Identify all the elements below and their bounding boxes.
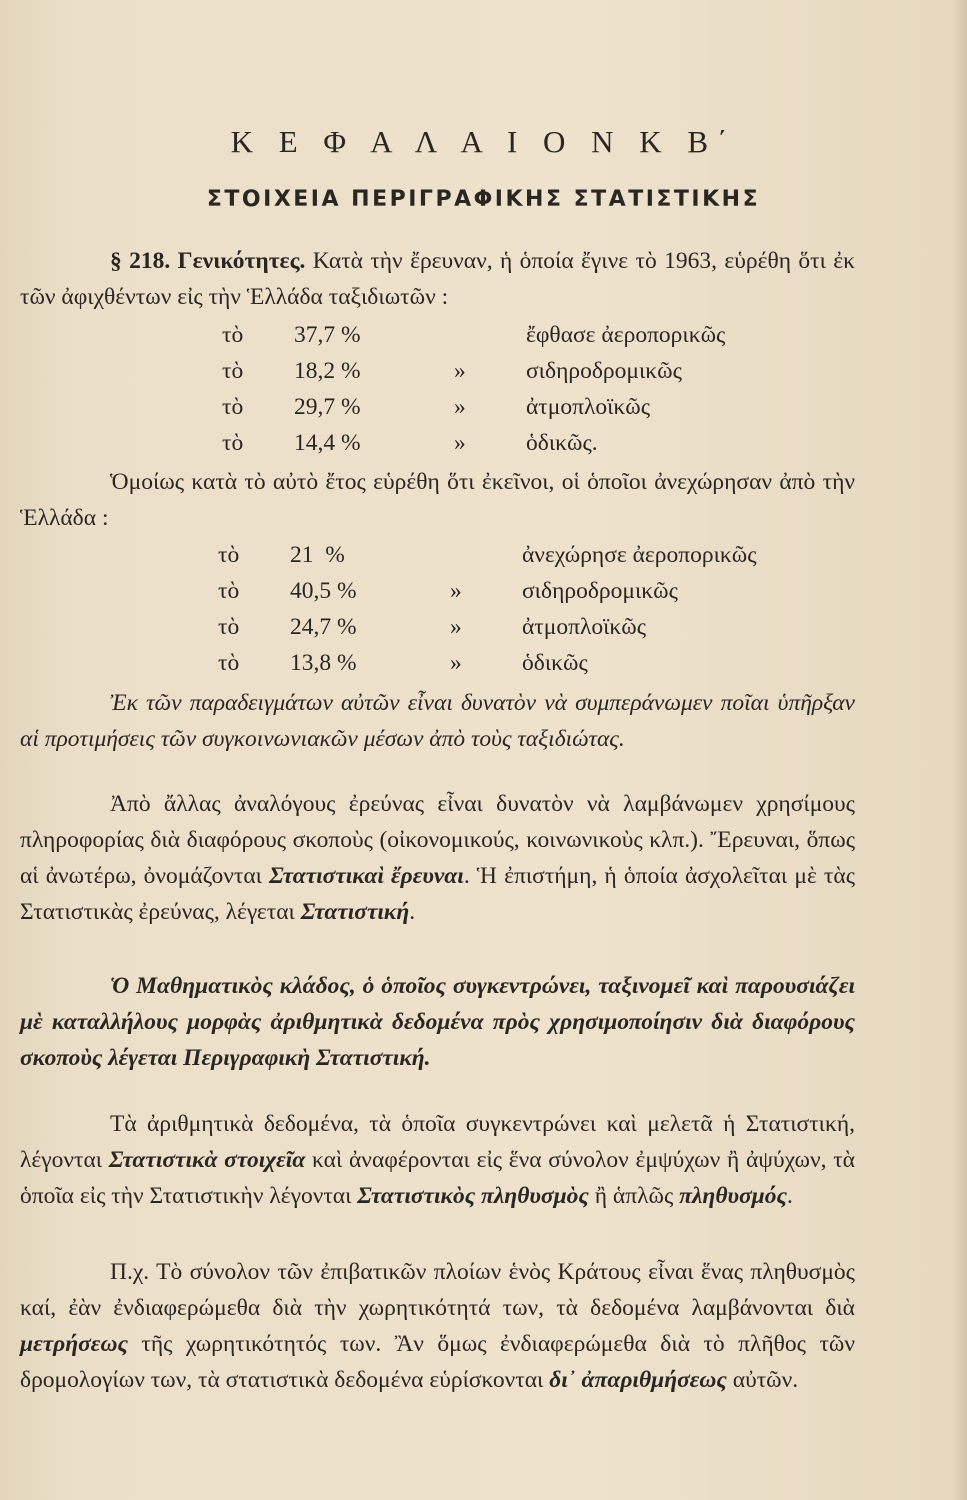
row-percentage: 21 % — [290, 541, 345, 568]
row-article: τὸ — [222, 393, 244, 420]
row-mode: ἀτμοπλοϊκῶς — [522, 613, 647, 640]
row-percentage: 14,4 % — [294, 429, 361, 456]
example-text-a: Π.χ. Τὸ σύνολον τῶν ἐπιβατικῶν πλοίων ἑνὸς Κράτους εἶναι ἕνας πληθυσμὸς καί, ἐὰν ἐνδιαφερώμεθα διὰ τὴν χωρητικότητά των, τὰ δεδομένα λαμβάνονται διὰ — [20, 1259, 855, 1321]
term-measurement: μετρήσεως — [20, 1331, 128, 1357]
row-percentage: 13,8 % — [290, 649, 357, 676]
row-mark: » — [454, 429, 466, 456]
table-row — [218, 573, 757, 609]
row-article: τὸ — [218, 649, 240, 676]
other-text-a: Ἀπὸ ἄλλας ἀναλόγους ἐρεύνας εἶναι δυνατὸν νὰ λαμβάνωμεν χρησίμους πληροφορίας διὰ διαφόρους σκοποὺς (οἰκονομικούς, κοινωνικοὺς κλπ.). Ἔρευναι, ὅπως αἱ ἀνωτέρω, ὀνομάζονται — [20, 791, 855, 889]
row-mark — [414, 317, 526, 353]
row-article: τὸ — [218, 577, 240, 604]
term-statistical-elements: Στατιστικὰ στοιχεῖα — [108, 1147, 306, 1173]
paragraph-other-surveys — [20, 786, 855, 930]
row-mode: ἀτμοπλοϊκῶς — [526, 393, 651, 420]
row-article: τὸ — [222, 321, 244, 348]
row-mark: » — [450, 577, 462, 604]
section-heading: ΣΤΟΙΧΕΙΑ ΠΕΡΙΓΡΑΦΙΚΗΣ ΣΤΑΤΙΣΤΙΚΗΣ — [206, 187, 761, 212]
row-mark: » — [454, 357, 466, 384]
table-row — [222, 353, 725, 389]
term-statistical-population: Στατιστικὸς πληθυσμὸς — [357, 1183, 589, 1209]
term-population: πληθυσμός — [679, 1183, 787, 1209]
row-percentage: 37,7 % — [294, 321, 361, 348]
data-text-e: ἢ ἁπλῶς — [588, 1183, 680, 1209]
table-row — [218, 537, 757, 573]
table-row — [218, 645, 757, 681]
row-mark: » — [450, 649, 462, 676]
row-percentage: 29,7 % — [294, 393, 361, 420]
example-text-c: τῆς χωρητικότητός των. Ἂν ὅμως ἐνδιαφερώμεθα διὰ τὸ πλῆθος τῶν δρομολογίων των, τὰ στατιστικὰ δεδομένα εὑρίσκονται — [20, 1331, 855, 1393]
row-mark: » — [450, 613, 462, 640]
arrivals-table — [222, 317, 725, 461]
row-percentage: 24,7 % — [290, 613, 357, 640]
paragraph-data — [20, 1106, 855, 1214]
row-mode: ἀνεχώρησε ἀεροπορικῶς — [522, 541, 757, 568]
paragraph-examples: Ἐκ τῶν παραδειγμάτων αὐτῶν εἶναι δυνατὸν νὰ συμπεράνωμεν ποῖαι ὑπῆρξαν αἱ προτιμήσεις τῶν συγκοινωνιακῶν μέσων ἀπὸ τοὺς ταξιδιώτας. — [20, 690, 855, 752]
row-mark: » — [454, 393, 466, 420]
row-mode: σιδηροδρομικῶς — [522, 577, 678, 604]
data-text-g: . — [786, 1183, 793, 1209]
term-statistics: Στατιστική — [300, 899, 410, 925]
row-mode: ὁδικῶς. — [526, 429, 598, 456]
other-text-c: . Ἡ ἐπιστήμη, ἡ ὁποία ἀσχολεῖται μὲ τὰς Στατιστικὰς ἐρεύνας, λέγεται — [20, 863, 855, 925]
row-mode: ὁδικῶς — [522, 649, 588, 676]
row-mark — [410, 537, 522, 573]
paragraph-definition: Ὁ Μαθηματικὸς κλάδος, ὁ ὁποῖος συγκεντρώνει, ταξινομεῖ καὶ παρουσιάζει μὲ καταλλήλους μορφὰς ἀριθμητικὰ δεδομένα πρὸς χρησιμοποίησιν διὰ διαφόρους σκοποὺς λέγεται Περιγραφικὴ Στατιστική. — [20, 973, 855, 1071]
data-text-c: καὶ ἀναφέρονται εἰς ἕνα σύνολον ἐμψύχων ἢ ἀψύχων, τὰ ὁποῖα εἰς τὴν Στατιστικὴν λέγονται — [20, 1147, 855, 1209]
chapter-title: Κ Ε Φ Α Λ Α Ι Ο Ν Κ Β΄ — [230, 124, 737, 159]
term-enumeration: δι᾿ ἀπαριθμήσεως — [549, 1367, 727, 1393]
section-218-label: § 218. Γενικότητες. — [110, 248, 306, 274]
row-article: τὸ — [222, 357, 244, 384]
row-article: τὸ — [218, 541, 240, 568]
other-text-e: . — [409, 899, 416, 925]
section-218-text: Κατὰ τὴν ἔρευναν, ἡ ὁποία ἔγινε τὸ 1963, εὑρέθη ὅτι ἐκ τῶν ἀφιχθέντων εἰς τὴν Ἑλλάδα ταξιδιωτῶν : — [20, 248, 855, 310]
paragraph-similarly: Ὁμοίως κατὰ τὸ αὐτὸ ἔτος εὑρέθη ὅτι ἐκεῖνοι, οἱ ὁποῖοι ἀνεχώρησαν ἀπὸ τὴν Ἑλλάδα : — [20, 469, 855, 531]
section-218-paragraph — [20, 243, 855, 315]
departures-table — [218, 537, 757, 681]
data-text-a: Τὰ ἀριθμητικὰ δεδομένα, τὰ ὁποῖα συγκεντρώνει καὶ μελετᾶ ἡ Στατιστική, λέγονται — [20, 1111, 855, 1173]
row-percentage: 18,2 % — [294, 357, 361, 384]
table-row — [222, 425, 725, 461]
table-row — [222, 317, 725, 353]
row-mode: ἔφθασε ἀεροπορικῶς — [526, 321, 726, 348]
term-statistical-surveys: Στατιστικαὶ ἔρευναι — [269, 863, 464, 889]
row-article: τὸ — [218, 613, 240, 640]
row-percentage: 40,5 % — [290, 577, 357, 604]
paragraph-example — [20, 1254, 855, 1398]
table-row — [222, 389, 725, 425]
example-text-e: αὐτῶν. — [726, 1367, 799, 1393]
row-article: τὸ — [222, 429, 244, 456]
table-row — [218, 609, 757, 645]
row-mode: σιδηροδρομικῶς — [526, 357, 682, 384]
